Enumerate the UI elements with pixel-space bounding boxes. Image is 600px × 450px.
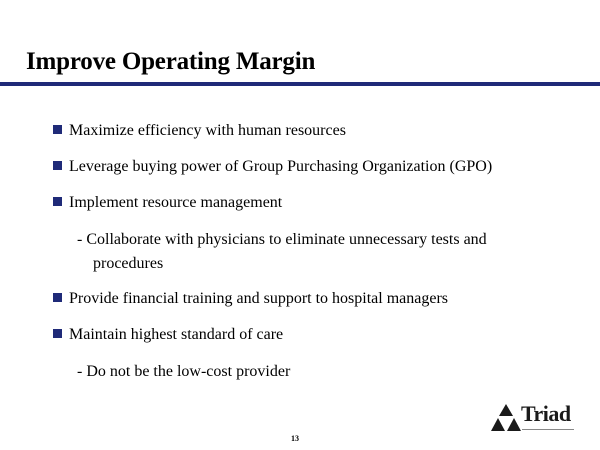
- bullet-text: Leverage buying power of Group Purchasing Organization (GPO): [69, 158, 493, 175]
- bullet-item: [53, 157, 492, 177]
- sub-point: [77, 228, 487, 276]
- bullet-text: Maintain highest standard of care: [69, 326, 284, 343]
- triad-triangle-logo-icon: [490, 403, 522, 433]
- page-number: 13: [291, 434, 299, 443]
- bullet-square-icon: [53, 161, 62, 170]
- bullet-square-icon: [53, 125, 62, 134]
- bullet-item: [53, 289, 448, 309]
- bullet-text: Maximize efficiency with human resources: [69, 122, 346, 139]
- bullet-text: Provide financial training and support to hospital managers: [69, 290, 449, 307]
- logo-wordmark: Triad: [521, 401, 571, 426]
- triad-logo: [490, 403, 580, 435]
- bullet-square-icon: [53, 197, 62, 206]
- bullet-text: Implement resource management: [69, 194, 283, 211]
- sub-point-line: procedures: [93, 255, 164, 272]
- sub-point-line: - Do not be the low-cost provider: [77, 363, 291, 380]
- bullet-square-icon: [53, 293, 62, 302]
- bullet-item: [53, 193, 282, 213]
- sub-point-line: - Collaborate with physicians to eliminate unnecessary tests and: [77, 231, 487, 248]
- slide-title: Improve Operating Margin: [26, 48, 316, 75]
- logo-tagline-icon: [522, 427, 574, 432]
- sub-point: [77, 360, 290, 384]
- bullet-item: [53, 325, 283, 345]
- bullet-square-icon: [53, 329, 62, 338]
- bullet-item: [53, 121, 346, 141]
